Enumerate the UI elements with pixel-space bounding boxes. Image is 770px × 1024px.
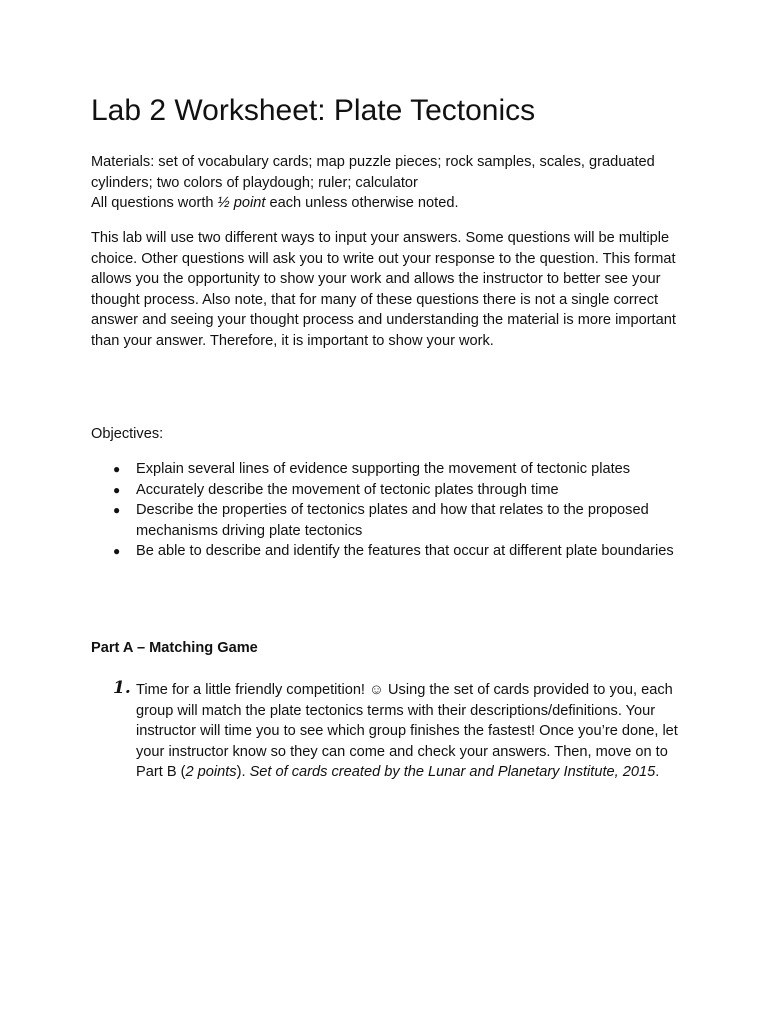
objective-item: [91, 541, 691, 562]
materials-text: Materials: set of vocabulary cards; map puzzle pieces; rock samples, scales, graduated cylinders; two colors of playdough; ruler; calculator: [91, 154, 655, 191]
objectives-label: Objectives:: [91, 426, 164, 442]
points-note-prefix: All questions worth: [91, 195, 218, 211]
points-note-emphasis: ½ point: [217, 195, 266, 211]
question-citation: Set of cards created by the Lunar and Planetary Institute, 2015: [249, 764, 656, 781]
intro-paragraph: This lab will use two different ways to input your answers. Some questions will be multiple choice. Other questions will ask you to write out your response to the question. This format allows you the opportunity to show your work and allows the instructor to better see your thought process. Also note, that for many of these questions there is not a single correct answer and seeing your thought process and understanding the material is more important than your answer. Therefore, it is important to show your work.: [91, 230, 676, 349]
objective-text: Describe the properties of tectonics plates and how that relates to the proposed mechanisms driving plate tectonics: [136, 502, 649, 539]
page-title: Lab 2 Worksheet: Plate Tectonics: [91, 94, 536, 127]
objective-text: Be able to describe and identify the features that occur at different plate boundaries: [136, 543, 674, 560]
question-1: [91, 680, 691, 783]
question-number: 1.: [113, 678, 131, 698]
part-a-heading: Part A – Matching Game: [91, 640, 258, 656]
bullet-icon: ●: [113, 462, 121, 476]
objective-text: Accurately describe the movement of tectonic plates through time: [136, 481, 559, 498]
bullet-icon: ●: [113, 482, 121, 497]
objectives-list: [91, 459, 691, 562]
question-end: .: [655, 764, 660, 781]
question-points: 2 points: [185, 764, 237, 781]
objective-text: Explain several lines of evidence supporting the movement of tectonic plates: [136, 461, 631, 477]
question-text: [136, 680, 691, 783]
bullet-icon: ●: [113, 544, 121, 559]
points-note-suffix: each unless otherwise noted.: [265, 195, 459, 211]
objective-item: [91, 459, 691, 480]
bullet-icon: ●: [113, 503, 121, 518]
objective-item: [91, 500, 691, 541]
question-after-points: ).: [236, 764, 250, 781]
points-note: [91, 193, 691, 214]
question-body: Time for a little friendly competition! ☺ Using the set of cards provided to you, each group will match the plate tectonics terms with their descriptions/definitions. Your instructor will time you to see which group finishes the fastest! Once you’re done, let your instructor know so they can come and check your answers. Then, move on to Part B (: [136, 682, 678, 781]
objective-item: [91, 480, 691, 501]
